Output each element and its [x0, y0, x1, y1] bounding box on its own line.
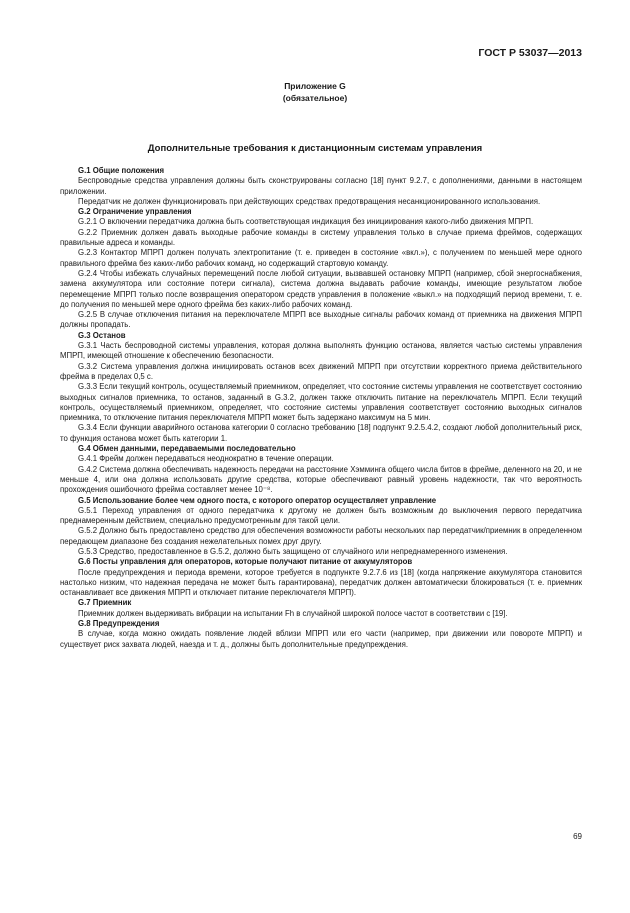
paragraph: G.5.2 Должно быть предоставлено средство для обеспечения возможности работы нескольких пар передатчик/приемник в определенном передающем диапазоне без создания нежелательных помех друг другу. — [60, 526, 582, 546]
appendix-status: (обязательное) — [282, 93, 348, 103]
paragraph: G.3.2 Система управления должна инициировать останов всех движений МПРП при отсутствии корректного приема действительного фрейма в пределах 0,5 с. — [60, 361, 582, 381]
section-heading: G.1 Общие положения — [78, 166, 165, 175]
paragraph: Беспроводные средства управления должны быть сконструированы согласно [18] пункт 9.2.7, с дополнениями, данными в настоящем приложении. — [60, 176, 582, 196]
paragraph: G.2.3 Контактор МПРП должен получать электропитание (т. е. приведен в состояние «вкл.»), с получением по меньшей мере одного правильного фрейма без каких-либо рабочих команд, но содержащий стартовую команду. — [60, 248, 582, 268]
paragraph: G.4.1 Фрейм должен передаваться неоднократно в течение операции. — [78, 454, 334, 464]
paragraph: G.4.2 Система должна обеспечивать надежность передачи на расстояние Хэмминга общего числа битов в фрейме, деленного на 20, и не меньше 4, или она должна использовать другие средства, которые обеспечивают равный уровень надежности, так что вероятность прохождения ошибочного фрейма составляет менее 10⁻⁸. — [60, 464, 582, 495]
appendix-heading — [0, 80, 630, 104]
paragraph: G.2.4 Чтобы избежать случайных перемещений после любой ситуации, вызвавшей остановку МПРП (например, сбой энергоснабжения, замена аккумулятора или состояние потери сигнала), система должна выдавать рабочие команды, имеющие результатом любое перемещение МПРП только после возвращения оператором средств управления в положение «выкл.» на подходящий период времени, т. е. до получения по меньшей мере одного фрейма без каких-либо рабочих команд. — [60, 268, 582, 309]
paragraph: G.2.1 О включении передатчика должна быть соответствующая индикация без инициирования какого-либо движения МПРП. — [78, 217, 534, 227]
paragraph: G.3.1 Часть беспроводной системы управления, которая должна выполнять функцию останова, является частью системы управления МПРП, имеющей отношение к обеспечению безопасности. — [60, 341, 582, 361]
paragraph: G.3.3 Если текущий контроль, осуществляемый приемником, определяет, что состояние системы управления не соответствует состоянию выходных сигналов приемника, то останов, заданный в G.3.2, должен также отключить питание на переключатель МПРП. Если текущий контроль, осуществляемый приемником, определяет, что состояние системы управления соответствует состоянию выходных сигналов приемника, то отключение питания переключателя МПРП может быть задержано максимум на 5 мин. — [60, 382, 582, 423]
section-heading: G.7 Приемник — [78, 598, 132, 608]
document-body — [60, 166, 582, 650]
paragraph: Передатчик не должен функционировать при действующих средствах предотвращения несанкционированного использования. — [78, 196, 541, 206]
standard-number: ГОСТ Р 53037—2013 — [478, 47, 582, 59]
paragraph: В случае, когда можно ожидать появление людей вблизи МПРП или его части (например, при движении или повороте МПРП) и существует риск захвата людей, наезда и т. д., должны быть дополнительные предупреждения. — [60, 629, 582, 649]
page-number: 69 — [573, 832, 582, 841]
section-heading: G.3 Останов — [78, 330, 126, 340]
main-title: Дополнительные требования к дистанционным системам управления — [147, 143, 483, 154]
section-heading: G.6 Посты управления для операторов, которые получают питание от аккумуляторов — [78, 557, 413, 567]
paragraph: G.3.4 Если функции аварийного останова категории 0 согласно требованию [18] подпункт 9.2.5.4.2, создают любой дополнительный риск, то функция останова может быть категории 1. — [60, 423, 582, 443]
paragraph: G.2.2 Приемник должен давать выходные рабочие команды в систему управления только в случае приема фреймов, содержащих правильные адреса и команды. — [60, 227, 582, 248]
paragraph: G.5.3 Средство, предоставленное в G.5.2, должно быть защищено от случайного или непреднамеренного изменения. — [78, 546, 508, 556]
section-heading: G.2 Ограничение управления — [78, 207, 192, 217]
paragraph: G.5.1 Переход управления от одного передатчика к другому не должен быть возможным до выключения первого передатчика преднамеренным действием, специально предусмотренным для такой цели. — [60, 505, 582, 526]
section-heading: G.5 Использование более чем одного поста, с которого оператор осуществляет управление — [78, 495, 437, 505]
section-heading: G.4 Обмен данными, передаваемыми последовательно — [78, 444, 296, 454]
section-heading: G.8 Предупреждения — [78, 619, 160, 629]
paragraph: Приемник должен выдерживать вибрации на испытании Fh в случайной широкой полосе частот в соответствии с [19]. — [78, 608, 508, 618]
paragraph: После предупреждения и периода времени, которое требуется в подпункте 9.2.7.6 из [18] (когда напряжение аккумулятора становится настолько низким, что надежная передача не может быть гарантирована), передатчик должен автоматически блокироваться (т. е. приемник останавливает все движения МПРП и отключает питание переключателя МПРП). — [60, 567, 582, 598]
paragraph: G.2.5 В случае отключения питания на переключателе МПРП все выходные сигналы рабочих команд от приемника на движения МПРП должны пропадать. — [60, 310, 582, 330]
appendix-title: Приложение G — [284, 81, 346, 91]
